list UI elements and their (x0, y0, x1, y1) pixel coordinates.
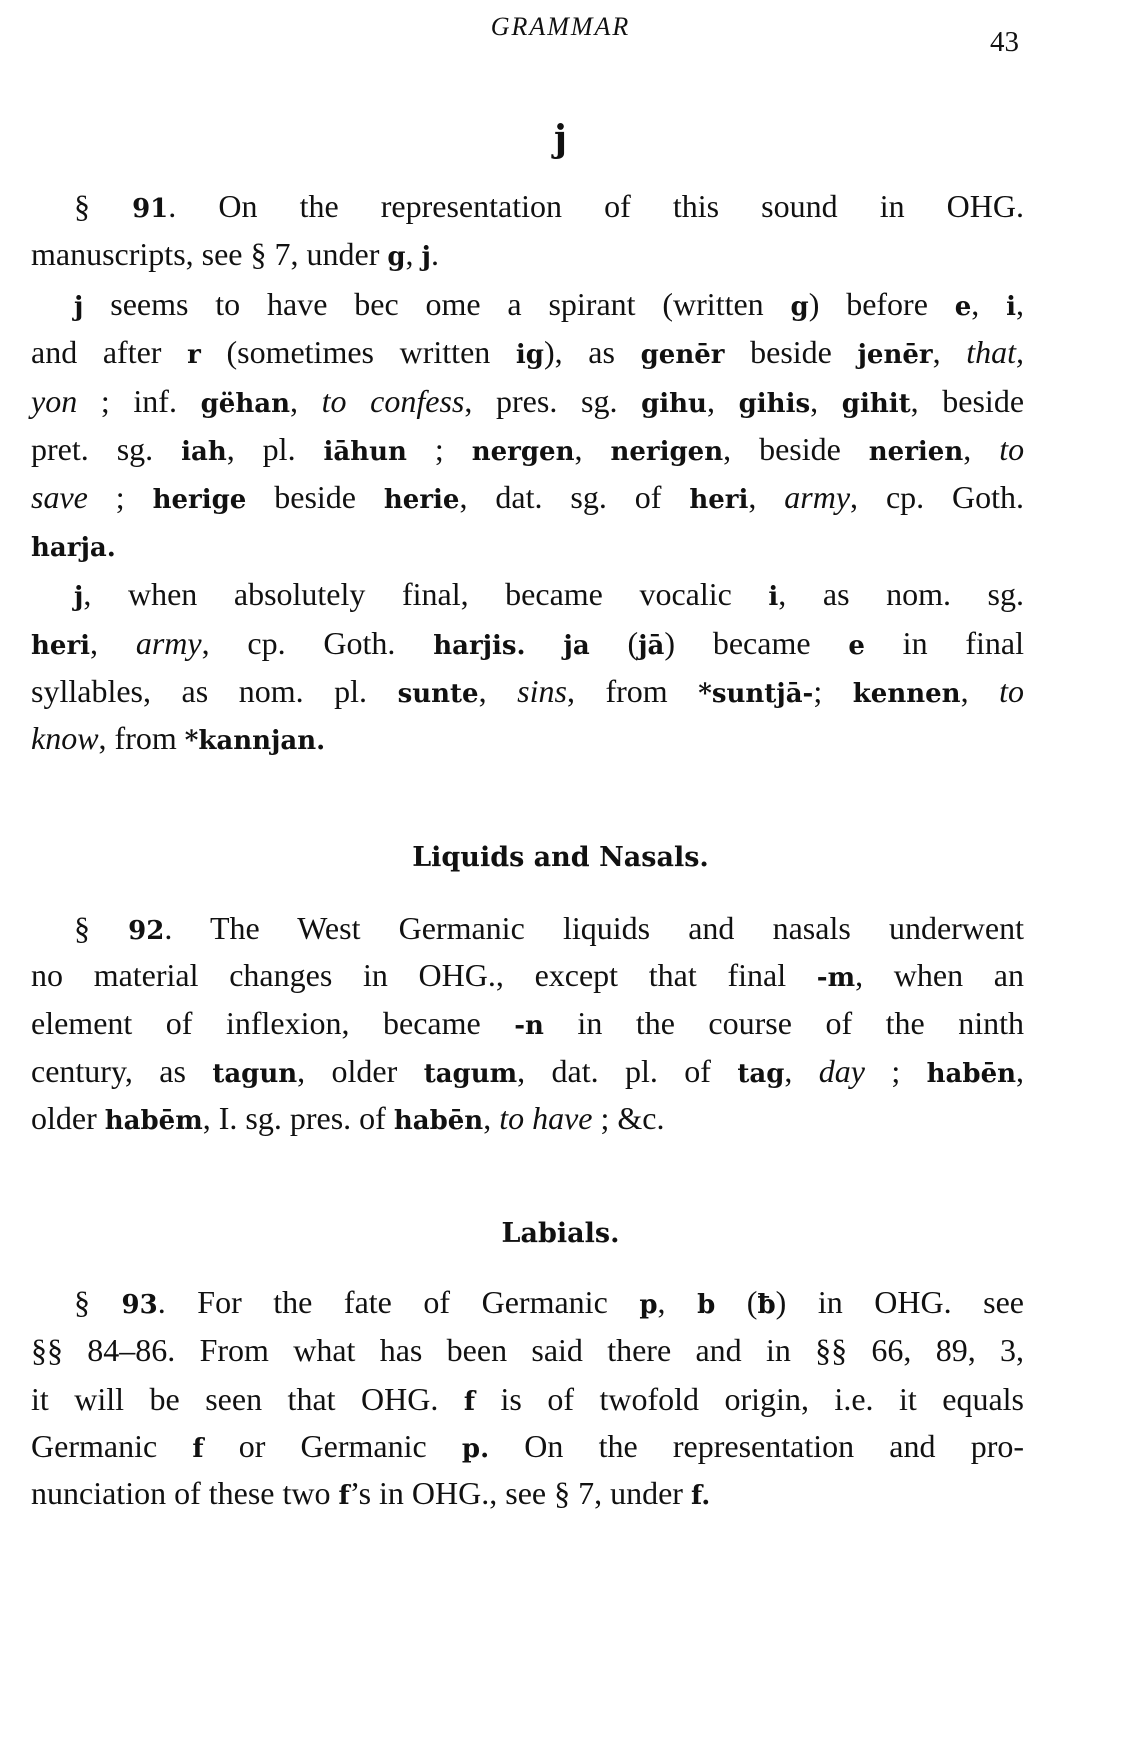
text-run: , (960, 673, 1000, 709)
text-line (31, 1330, 1024, 1370)
bold-term: habēn (926, 1059, 1017, 1089)
text-run: , (574, 431, 611, 467)
bold-term: f (192, 1434, 204, 1464)
text-line (31, 381, 1024, 424)
bold-term: ja (563, 631, 590, 661)
text-run: . For the fate of Germanic (157, 1284, 640, 1320)
text-line (31, 955, 1024, 998)
bold-term: kennen (852, 679, 961, 709)
text-run: nunciation of these two (31, 1475, 339, 1511)
bold-term: 93 (121, 1290, 158, 1320)
text-run: § (74, 1284, 122, 1320)
bold-term: habēn (393, 1106, 484, 1136)
text-run: , beside (723, 431, 869, 467)
italic-gloss: to confess (321, 383, 465, 419)
bold-term: harjis. (433, 631, 526, 661)
text-run: it will be seen that OHG. (31, 1381, 464, 1417)
text-run: , as nom. sg. (778, 576, 1025, 612)
text-run: (sometimes written (200, 334, 516, 370)
text-run: , pl. (226, 431, 324, 467)
bold-term: genēr (640, 340, 725, 370)
bold-term: tagum (423, 1059, 518, 1089)
text-run: , dat. sg. of (459, 479, 690, 515)
text-run: On the representation and pro- (489, 1428, 1025, 1464)
italic-gloss: day (818, 1053, 865, 1089)
text-line (31, 1051, 1024, 1094)
bold-term: ƀ (757, 1290, 776, 1320)
bold-term: jenēr (857, 340, 933, 370)
text-run: ( (715, 1284, 758, 1320)
text-run: , (289, 383, 322, 419)
text-run: older (31, 1100, 105, 1136)
bold-term: j (74, 292, 84, 322)
text-run: , from (566, 673, 699, 709)
text-run: ; (87, 479, 153, 515)
text-line (31, 718, 1024, 761)
text-run: . The West Germanic liquids and nasals underwent (164, 910, 1025, 946)
text-run: ’s in OHG., see § 7, under (349, 1475, 691, 1511)
text-run: , (478, 673, 518, 709)
text-line (31, 332, 1024, 375)
bold-term: nerigen (610, 437, 724, 467)
bold-term: iah (181, 437, 227, 467)
bold-term: gihu (641, 389, 707, 419)
text-run: , pres. sg. (464, 383, 642, 419)
text-run: ) in OHG. see (775, 1284, 1025, 1320)
text-line (74, 284, 1024, 327)
text-run: ) before (808, 286, 955, 322)
text-run: beside (246, 479, 384, 515)
text-run: ; &c. (592, 1100, 665, 1136)
text-run: , (706, 383, 739, 419)
bold-term: tagun (212, 1059, 298, 1089)
text-run: . On the representation of this sound in OHG. (168, 188, 1025, 224)
text-run: is of twofold origin, i.e. it equals (475, 1381, 1025, 1417)
bold-term: nergen (471, 437, 575, 467)
italic-gloss: save (31, 479, 88, 515)
bold-term: heri (689, 485, 749, 515)
text-run: , (405, 236, 422, 272)
text-run: , (932, 334, 967, 370)
text-run: , (784, 1053, 819, 1089)
text-run: , I. sg. pres. of (202, 1100, 394, 1136)
text-line (31, 1379, 1024, 1422)
text-run: and after (31, 334, 188, 370)
italic-gloss: yon (31, 383, 78, 419)
text-run: , older (297, 1053, 424, 1089)
bold-term: b (697, 1290, 716, 1320)
running-head: GRAMMAR (490, 12, 631, 41)
text-line (31, 234, 1024, 277)
text-run: in final (864, 625, 1025, 661)
text-line (31, 1098, 1024, 1141)
bold-term: g (790, 292, 809, 322)
bold-term: jā (638, 631, 665, 661)
bold-term: ig (515, 340, 544, 370)
bold-term: nerien (868, 437, 964, 467)
text-run: , cp. Goth. (850, 479, 1025, 515)
italic-gloss: army (135, 625, 202, 661)
bold-term: *kannjan. (184, 726, 326, 756)
text-run: beside (724, 334, 858, 370)
bold-term: sunte (397, 679, 479, 709)
text-run: manuscripts, see § 7, under (31, 236, 388, 272)
italic-gloss: army (784, 479, 851, 515)
bold-term: e (954, 292, 972, 322)
bold-term: gihis (738, 389, 811, 419)
bold-term: j (74, 582, 84, 612)
bold-term: harja. (31, 533, 116, 563)
italic-gloss: know (31, 720, 99, 756)
text-run: , (657, 1284, 698, 1320)
text-run: §§ 84–86. From what has been said there and in §§ 66, 89, 3, (31, 1332, 1024, 1368)
bold-term: habēm (104, 1106, 203, 1136)
text-line (74, 574, 1024, 617)
text-run: or Germanic (203, 1428, 462, 1464)
text-run: ; inf. (77, 383, 201, 419)
bold-term: f. (690, 1481, 711, 1511)
text-run: , dat. pl. of (517, 1053, 738, 1089)
text-run: , (90, 625, 136, 661)
bold-term: -m (816, 963, 856, 993)
text-run (526, 625, 564, 661)
bold-term: p (639, 1290, 658, 1320)
text-run: pret. sg. (31, 431, 182, 467)
text-run: , when absolutely final, became vocalic (83, 576, 769, 612)
bold-term: f (463, 1387, 476, 1417)
text-run: ; (813, 673, 853, 709)
bold-term: 91 (132, 194, 169, 224)
bold-term: gëhan (200, 389, 290, 419)
section-heading: j (553, 118, 568, 160)
text-run: , from (98, 720, 185, 756)
bold-term: tag (737, 1059, 785, 1089)
text-run: § (74, 188, 133, 224)
text-line (31, 1473, 1024, 1516)
page-number: 43 (990, 26, 1019, 58)
text-line (31, 525, 1024, 568)
bold-term: herie (383, 485, 460, 515)
text-run: ( (589, 625, 639, 661)
text-run: , (971, 286, 1007, 322)
text-run: , (1016, 1053, 1025, 1089)
text-run: . (430, 236, 439, 272)
text-line (31, 1003, 1024, 1046)
bold-term: *suntjā- (698, 679, 814, 709)
section-heading: Labials. (501, 1218, 620, 1249)
italic-gloss: to (999, 431, 1025, 467)
text-run: ), as (543, 334, 641, 370)
text-line (74, 908, 1024, 951)
text-line (31, 623, 1024, 666)
text-line (31, 477, 1024, 520)
text-run: in the course of the ninth (543, 1005, 1025, 1041)
bold-term: herige (152, 485, 247, 515)
bold-term: p. (461, 1434, 490, 1464)
text-run: , (748, 479, 785, 515)
text-run: no material changes in OHG., except that final (31, 957, 817, 993)
text-line (74, 1282, 1024, 1325)
bold-term: e (848, 631, 865, 661)
text-run: ) became (664, 625, 849, 661)
bold-term: i (768, 582, 779, 612)
italic-gloss: to (999, 673, 1025, 709)
text-run: , cp. Goth. (201, 625, 434, 661)
text-line (74, 186, 1024, 229)
text-line (31, 1426, 1024, 1469)
text-run: ; (864, 1053, 927, 1089)
text-run: ; (406, 431, 472, 467)
text-run: , when an (855, 957, 1025, 993)
bold-term: heri (31, 631, 91, 661)
bold-term: f (338, 1481, 350, 1511)
section-heading: Liquids and Nasals. (412, 842, 709, 873)
bold-term: i (1006, 292, 1017, 322)
text-run: , beside (910, 383, 1025, 419)
text-run: element of inflexion, became (31, 1005, 515, 1041)
bold-term: r (187, 340, 201, 370)
italic-gloss: that, (966, 334, 1025, 370)
text-run: , (483, 1100, 500, 1136)
text-run: , (963, 431, 1000, 467)
text-line (31, 429, 1024, 472)
bold-term: gihit (841, 389, 911, 419)
text-run: Germanic (31, 1428, 193, 1464)
text-line (31, 671, 1024, 714)
bold-term: -n (514, 1011, 544, 1041)
text-run: syllables, as nom. pl. (31, 673, 398, 709)
bold-term: j (421, 242, 431, 272)
italic-gloss: to have (499, 1100, 593, 1136)
text-run: century, as (31, 1053, 213, 1089)
bold-term: g (387, 242, 406, 272)
text-run: , (810, 383, 842, 419)
bold-term: iāhun (323, 437, 407, 467)
italic-gloss: sins (517, 673, 567, 709)
bold-term: 92 (128, 916, 165, 946)
text-run: , (1016, 286, 1025, 322)
text-run: § (74, 910, 129, 946)
text-run: seems to have bec ome a spirant (written (83, 286, 791, 322)
